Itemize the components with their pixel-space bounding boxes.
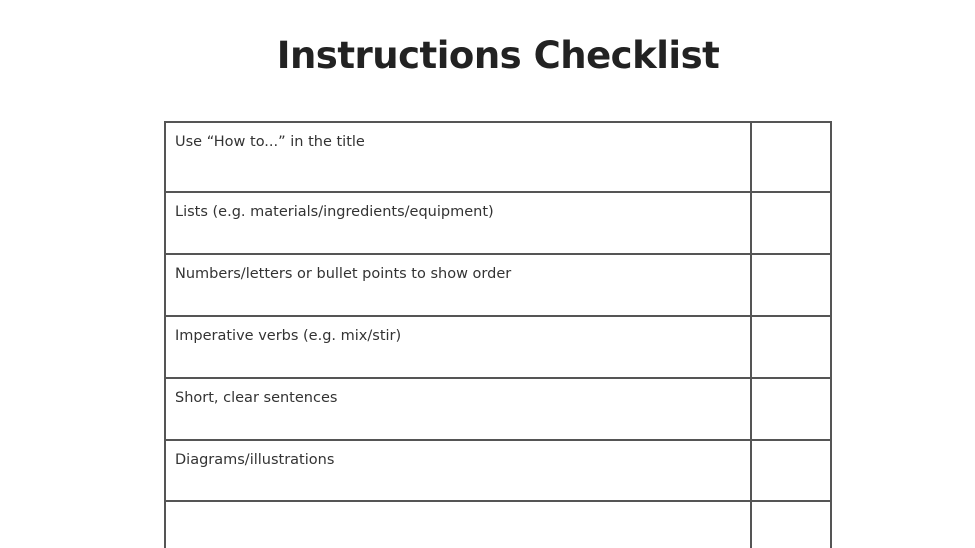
- tick-box[interactable]: [750, 193, 832, 253]
- checklist-item-label: Diagrams/illustrations: [175, 452, 335, 468]
- page-title: Instructions Checklist: [276, 34, 720, 77]
- checklist-item-label: Numbers/letters or bullet points to show order: [175, 266, 512, 282]
- checklist-row: [166, 123, 830, 193]
- checklist-row: [166, 255, 830, 317]
- tick-box[interactable]: [750, 441, 832, 500]
- checklist-item-label: Lists (e.g. materials/ingredients/equipment): [175, 204, 494, 220]
- tick-box[interactable]: [750, 123, 832, 191]
- checklist-row: [166, 441, 830, 502]
- tick-box[interactable]: [750, 502, 832, 548]
- checklist-row: [166, 502, 830, 548]
- tick-box[interactable]: [750, 317, 832, 377]
- checklist-row: [166, 379, 830, 441]
- checklist-row: [166, 193, 830, 255]
- checklist-item-label: Use “How to...” in the title: [175, 134, 365, 150]
- tick-box[interactable]: [750, 255, 832, 315]
- checklist-row: [166, 317, 830, 379]
- checklist-item-label: Imperative verbs (e.g. mix/stir): [175, 328, 402, 344]
- checklist-table: [164, 121, 832, 548]
- tick-box[interactable]: [750, 379, 832, 439]
- checklist-item-label: Short, clear sentences: [175, 390, 338, 406]
